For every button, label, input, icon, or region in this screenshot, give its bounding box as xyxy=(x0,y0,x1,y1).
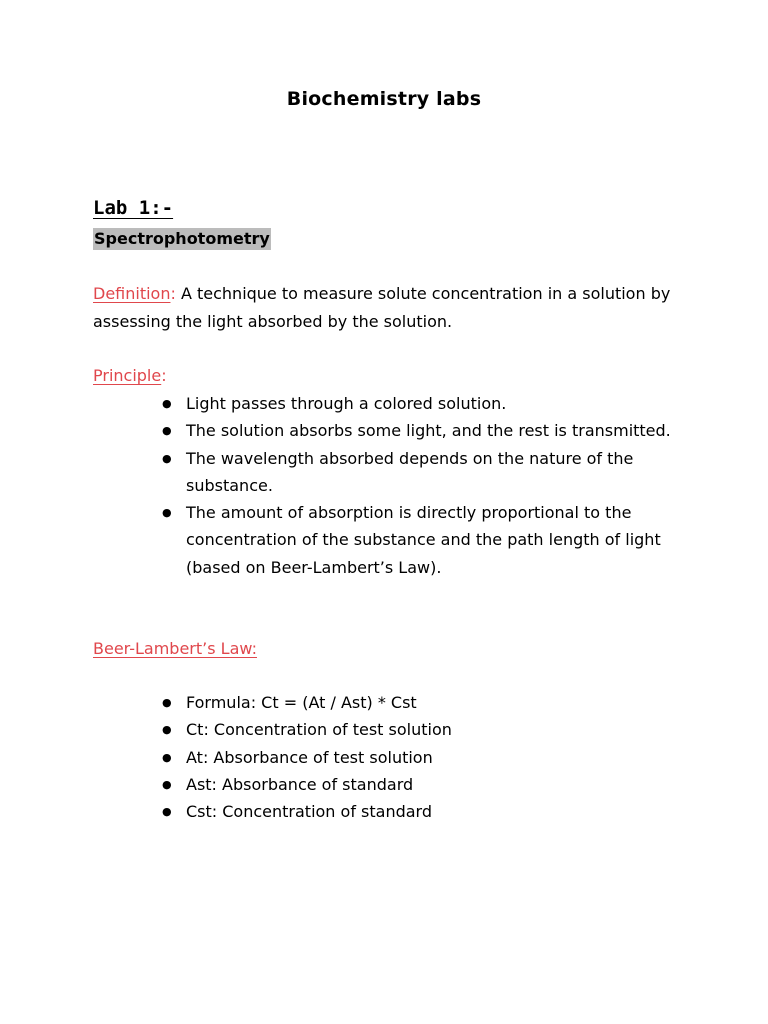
principle-label: Principle xyxy=(93,366,162,385)
definition-label: Definition xyxy=(93,284,171,303)
beer-lambert-heading xyxy=(93,637,257,661)
definition-text: A technique to measure solute concentration in a solution by assessing the light absorbed by the solution. xyxy=(93,284,671,331)
list-item: ● At: Absorbance of test solution xyxy=(186,744,686,771)
page-title: Biochemistry labs xyxy=(286,88,482,110)
beer-lambert-list xyxy=(186,689,686,825)
list-item: ● The amount of absorption is directly proportional to the concentration of the substance and the path length of light (based on Beer-Lambert’s Law). xyxy=(186,499,686,581)
beer-lambert-label: Beer-Lambert’s Law: xyxy=(93,639,257,658)
list-item: ● Formula: Ct = (At / Ast) * Cst xyxy=(186,689,686,716)
principle-colon: : xyxy=(161,366,167,385)
lab-heading: Lab 1:- xyxy=(93,197,174,219)
list-item: ● Ast: Absorbance of standard xyxy=(186,771,686,798)
list-item: ● Ct: Concentration of test solution xyxy=(186,716,686,743)
principle-list xyxy=(186,390,686,581)
list-item: ● The wavelength absorbed depends on the nature of the substance. xyxy=(186,445,686,500)
list-item: ● The solution absorbs some light, and the rest is transmitted. xyxy=(186,417,686,444)
definition-colon: : xyxy=(170,284,176,303)
topic-highlight: Spectrophotometry xyxy=(94,229,270,248)
principle-heading xyxy=(93,364,167,388)
definition-paragraph xyxy=(93,280,683,336)
list-item: ● Cst: Concentration of standard xyxy=(186,798,686,825)
list-item: ● Light passes through a colored solution. xyxy=(186,390,686,417)
